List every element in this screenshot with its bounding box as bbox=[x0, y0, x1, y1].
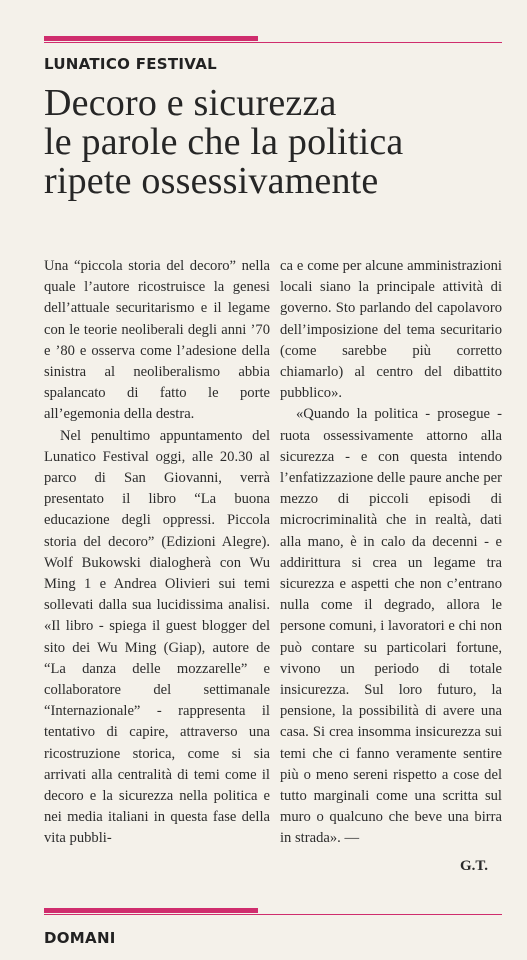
bottom-accent-rule bbox=[44, 908, 502, 917]
article-column-right bbox=[280, 256, 502, 850]
bottom-rule-thin bbox=[44, 914, 502, 915]
headline-line-3: ripete ossessivamente bbox=[44, 160, 379, 202]
article-column-left bbox=[44, 256, 270, 850]
headline-line-2: le parole che la politica bbox=[44, 121, 404, 163]
article-paragraph: «Quando la politica - prosegue - ruota ossessivamente attorno alla sicurezza - e con questa intendo l’enfatizzazione delle paure anche per mezzo di piccoli episodi di microcriminalità che in realtà, dati alla mano, è in calo da decenni - e addirittura si crea un legame tra sicurezza e aspetti che non c’entrano nulla come il degrado, allora le persone comuni, i lavoratori e chi non può contare su particolari fortune, vivono un periodo di totale insicurezza. Sul loro futuro, la pensione, la possibilità di avere una casa. Si crea insomma insicurezza sui temi che ci fanno veramente sentire più o meno sereni rispetto a cose del tutto marginali come una scritta sul muro o qualcuno che beve una birra in strada». — bbox=[280, 406, 502, 847]
headline bbox=[44, 84, 504, 201]
section-label: LUNATICO FESTIVAL bbox=[44, 55, 217, 73]
bottom-rule-thick bbox=[44, 908, 258, 913]
top-accent-rule bbox=[44, 36, 502, 45]
article-paragraph: Una “piccola storia del decoro” nella quale l’autore ricostruisce la genesi dell’attuale securitarismo e il legame con le teorie neoliberali degli anni ’70 e ’80 e osserva come l’adesione della sinistra al neoliberalismo abbia spalancato di fatto le porte all’egemonia della destra. bbox=[44, 258, 270, 423]
next-section-label: DOMANI bbox=[44, 929, 116, 947]
top-rule-thin bbox=[44, 42, 502, 43]
headline-line-1: Decoro e sicurezza bbox=[44, 82, 337, 124]
top-rule-thick bbox=[44, 36, 258, 41]
article-paragraph: Nel penultimo appuntamento del Lunatico Festival oggi, alle 20.30 al parco di San Giovanni, verrà presentato il libro “La buona educazione degli oppressi. Piccola storia del decoro” (Edizioni Alegre). Wolf Bukowski dialogherà con Wu Ming 1 e Andrea Olivieri sui temi sollevati dalla sua lucidissima analisi. «Il libro - spiega il guest blogger del sito dei Wu Ming (Giap), autore de “La danza delle mozzarelle” e collaboratore del settimanale “Internazionale” - rappresenta il tentativo di capire, attraverso una ricostruzione storica, come si sia arrivati alla centralità di temi come il decoro e la sicurezza nella politica e nei media italiani in questa fase della vita pubbli- bbox=[44, 427, 270, 847]
author-signature: G.T. bbox=[460, 858, 489, 874]
article-paragraph: ca e come per alcune amministrazioni locali siano la principale attività di governo. Sto parlando del capolavoro dell’imposizione del tema securitario (come sarebbe più corretto chiamarlo) al centro del dibattito pubblico». bbox=[280, 258, 502, 402]
